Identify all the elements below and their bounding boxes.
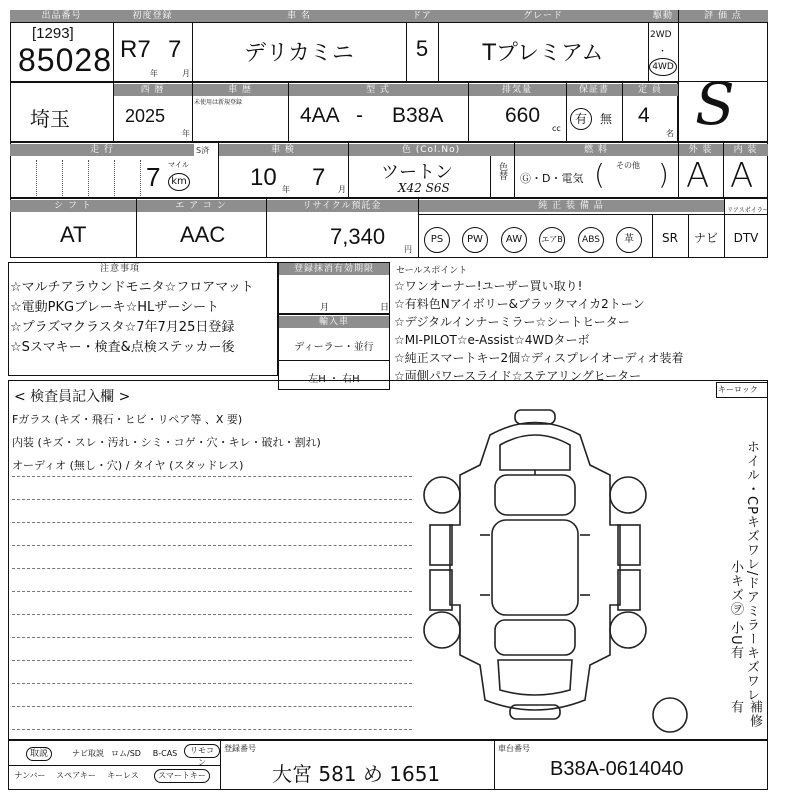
history-header: 車 歴 [192, 84, 288, 96]
grade-header: グレード [438, 10, 648, 22]
mileage-s-label: S済 [196, 146, 210, 155]
score-value: S [695, 70, 735, 138]
equipment-header: 純 正 装 備 品 [418, 200, 724, 212]
car-windshield [495, 475, 575, 515]
key-lock-label: キーロック [718, 385, 758, 394]
caution-line-2: ☆電動PKGブレーキ☆HLザーシート [10, 300, 219, 315]
model-year-header: 西 暦 [113, 84, 192, 96]
model-dash: - [356, 104, 363, 127]
door-rear-left [430, 570, 452, 610]
car-tail [498, 660, 572, 695]
recycle-header: リサイクル預託金 [266, 200, 418, 212]
lot-number-header: 出品番号 [10, 10, 113, 22]
displacement: 660 [505, 104, 541, 127]
sales-line-1: ☆ワンオーナー!ユーザー買い取り! [394, 279, 583, 293]
recycle-fee: 7,340 [330, 224, 386, 249]
wheel-front-left [424, 477, 460, 513]
score-frame [678, 22, 768, 142]
footer-item-smart-key-circle: スマートキー [154, 769, 210, 783]
reg-expiry-day: 日 [380, 303, 390, 313]
air-conditioning: AAC [180, 222, 226, 247]
inspector-title: < 検査員記入欄 > [14, 389, 131, 405]
car-damage-diagram [420, 405, 650, 735]
import-header: 輸入車 [279, 316, 389, 328]
sales-line-5: ☆純正スマートキー2個☆ディスプレイオーディオ装着 [394, 351, 684, 365]
footer-item-remote-circle: リモコン [184, 744, 220, 758]
color-header: 色 (Col.No) [348, 144, 514, 156]
footer-item-keyless: キーレス [107, 771, 139, 780]
door-header: ドア [406, 10, 438, 22]
model-year-unit: 年 [182, 129, 190, 138]
caution-line-1: ☆マルチアラウンドモニタ☆フロアマット [10, 280, 254, 295]
footer-item-navi-manual: ナビ取説 [72, 749, 104, 758]
door-front-left [430, 525, 452, 565]
fuel-paren-open: ( [594, 158, 605, 191]
inspection-month-unit: 月 [338, 185, 346, 194]
mileage: 7 [146, 162, 161, 192]
fuel-header: 燃 料 [514, 144, 678, 156]
car-hood [500, 435, 570, 470]
footer-item-plate: ナンバー [14, 771, 46, 780]
equip-abs-circle: ABS [578, 227, 604, 253]
color-code: X42 S6S [398, 181, 450, 195]
first-reg-month: 7 [168, 36, 182, 63]
recycle-yen: 円 [404, 245, 412, 254]
displacement-unit: cc [552, 124, 561, 133]
mileage-mile-unit: マイル [168, 161, 189, 169]
inspection-header: 車 検 [218, 144, 348, 156]
equip-aw-circle: AW [501, 227, 527, 253]
equip-dtv: DTV [733, 231, 759, 245]
capacity-header: 定 員 [622, 84, 678, 96]
chassis-number: B38A-0614040 [550, 758, 684, 780]
sales-line-4: ☆MI-PILOT☆e-Assist☆4WDターボ [394, 333, 590, 347]
model-code: B38A [392, 104, 444, 127]
exterior-header: 外 装 [678, 144, 723, 156]
first-reg-era: R7 [120, 36, 151, 63]
equip-sunroof: SR [662, 231, 678, 245]
import-dealer: ディーラー・並行 [294, 342, 374, 353]
footer-item-remote [184, 744, 220, 767]
exterior-grade: A [686, 156, 710, 196]
capacity: 4 [638, 104, 650, 127]
rear-spoiler-label: リアスポイラー [727, 207, 769, 214]
model-header: 型 式 [288, 84, 468, 96]
equip-leather-circle: 革 [616, 227, 642, 253]
door-rear-right [618, 570, 640, 610]
inspector-side-note-1: ホイル・CPキズワレ/ドアミラーキズワレ [744, 440, 759, 703]
equip-ps [420, 221, 454, 255]
footer-item-bcas: B-CAS [152, 749, 178, 758]
car-roof [492, 520, 578, 615]
footer-item-manual-circle: 取説 [26, 747, 52, 761]
footer-item-manual [10, 744, 68, 764]
color: ツートン [381, 162, 453, 183]
lot-number: 85028 [18, 42, 112, 78]
equip-pw [458, 221, 492, 255]
footer-item-rom: ロム/SD [111, 749, 141, 758]
ac-header: エ ア コ ン [136, 200, 266, 212]
plate-number: 大宮 581 め 1651 [272, 762, 441, 786]
grade: Tプレミアム [482, 41, 604, 66]
inspector-side-note-2: 小キズ㋾ 小U有 [728, 560, 743, 660]
spare-tire-icon [650, 695, 690, 735]
region: 埼玉 [30, 107, 70, 131]
history-note: 未使用は新規登録 [194, 99, 243, 106]
door-count: 5 [415, 36, 429, 61]
shift-header: シ フ ト [10, 200, 136, 212]
displacement-header: 排気量 [468, 84, 566, 96]
score-header: 評 価 点 [678, 10, 768, 22]
mileage-header: 走 行 [10, 144, 194, 156]
caution-line-4: ☆Sスマキー・検査&点検ステッカー後 [10, 340, 235, 355]
footer-item-smart-key [144, 766, 220, 786]
wheel-front-right [610, 477, 646, 513]
drive-2wd: 2WD [650, 30, 672, 40]
capacity-unit: 名 [666, 129, 674, 138]
caution-header: 注意事項 [99, 264, 140, 274]
model-prefix: 4AA [300, 104, 340, 127]
first-reg-header: 初度登録 [113, 10, 192, 22]
warranty-header: 保証書 [566, 84, 622, 96]
equip-abs [574, 221, 608, 255]
inspector-side-note-3: 補修有 [728, 700, 762, 728]
bumper-rear [510, 705, 560, 719]
fuel-other: その他 [616, 161, 640, 170]
reg-expiry-month: 月 [320, 303, 330, 313]
warranty-no: 無 [600, 112, 613, 126]
sales-line-2: ☆有料色Nアイボリー&ブラックマイカ2トーン [394, 297, 645, 311]
inspection-year: 10 [250, 164, 277, 191]
interior-grade: A [730, 156, 754, 196]
car-name: デリカミニ [244, 41, 354, 66]
warranty-yes-circled: 有 [570, 108, 592, 130]
equip-ps-circle: PS [424, 227, 450, 253]
fuel-paren-close: ) [658, 158, 669, 191]
first-reg-month-unit: 月 [182, 69, 190, 78]
sales-line-6: ☆両側パワースライド☆ステアリングヒーター [394, 369, 642, 383]
door-front-right [618, 525, 640, 565]
first-reg-year-unit: 年 [150, 69, 158, 78]
import-steering: 左H ・ 右H [308, 374, 360, 385]
equip-pw-circle: PW [462, 227, 488, 253]
car-outline [450, 423, 620, 711]
sales-line-3: ☆デジタルインナーミラー☆シートヒーター [394, 315, 630, 329]
caution-line-3: ☆プラズマクラスタ☆7年7月25日登録 [10, 320, 235, 335]
inspection-year-unit: 年 [282, 185, 290, 194]
chassis-label: 車台番号 [498, 744, 530, 753]
car-name-header: 車 名 [192, 10, 406, 22]
lot-sub-number: [1293] [32, 25, 74, 42]
wheel-rear-right [610, 612, 646, 648]
color-change-label: 色替 [497, 162, 507, 180]
inspector-line-3: オーディオ (無し・穴) / タイヤ (スタッドレス) [12, 459, 244, 472]
drive-header: 駆動 [648, 10, 678, 22]
equip-navi: ナビ [693, 231, 718, 245]
mileage-km-circled: km [168, 173, 190, 191]
equip-aw [497, 221, 531, 255]
equip-leather [612, 221, 646, 255]
inspector-line-2: 内装 (キズ・スレ・汚れ・シミ・コゲ・穴・キレ・破れ・割れ) [12, 436, 321, 449]
sales-header: セールスポイント [396, 266, 468, 276]
fuel-options: Ⓖ・D・電気 [520, 172, 584, 185]
drive-4wd-circled: 4WD [649, 58, 677, 76]
inspector-line-1: Fガラス (キズ・飛石・ヒビ・リペア等 、X 要) [12, 413, 243, 426]
footer-item-spare-key: スペアキー [56, 771, 96, 780]
car-rear-window [495, 620, 575, 655]
shift: AT [60, 222, 87, 247]
wheel-rear-left [424, 612, 460, 648]
interior-header: 内 装 [723, 144, 768, 156]
inspection-month: 7 [312, 164, 326, 191]
equip-airbag [535, 221, 569, 255]
model-year: 2025 [125, 106, 166, 126]
reg-expiry-header: 登録抹消有効期限 [279, 263, 389, 275]
plate-label: 登録番号 [224, 744, 256, 753]
equip-airbag-circle: エアB [539, 227, 565, 253]
drive-dot: ・ [658, 47, 668, 57]
